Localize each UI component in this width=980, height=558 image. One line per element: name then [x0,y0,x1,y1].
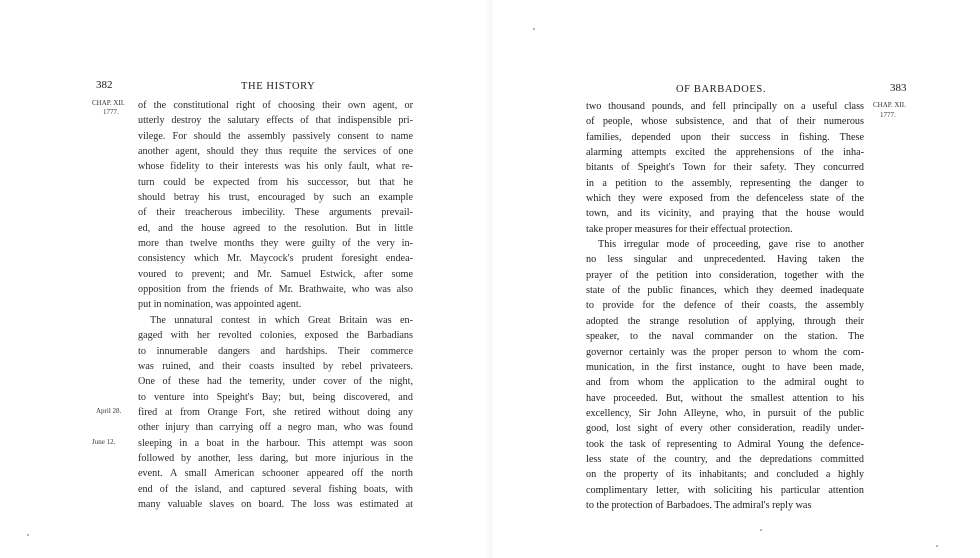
text-line: to venture into Speight's Bay; but, being discovered, and [138,391,413,403]
text-line: alarming attempts excited the apprehensions of the inha- [586,147,864,159]
text-line: less state of the country, and the depredations committed [586,453,864,465]
text-line: complimentary letter, with soliciting his particular attention [586,484,864,496]
text-line: munication, in the first instance, ought to have been made, [586,361,864,373]
text-line: utterly destroy the salutary effects of that indispensible pri- [138,115,413,127]
text-line: prayer of the petition into consideration, together with the [586,269,864,281]
text-line: voured to prevent; and Mr. Samuel Estwick, after some [138,268,413,280]
text-line: The unnatural contest in which Great Britain was en- [150,314,413,326]
text-line: have proceeded. But, without the smallest attention to his [586,392,864,404]
text-line: fired at from Orange Fort, she retired without doing any [138,406,413,418]
text-line: bitants of Speight's Town for their safety. They concurred [586,162,864,174]
text-line: adopted the strange resolution of applying, through their [586,315,864,327]
text-line: more than twelve months they were guilty of the very in- [138,238,413,250]
text-line: consistency which Mr. Maycock's prudent foresight endea- [138,253,413,265]
left-marginal-date-june: June 12. [92,438,116,446]
paper-speck [533,28,535,30]
right-running-head: OF BARBADOES. [676,84,767,95]
text-line: speaker, to the naval commander on the station. The [586,331,864,343]
right-body-text [586,99,864,513]
text-line: families, depended upon their success in fishing. These [586,131,864,143]
text-line: vilege. For should the assembly passively consent to name [138,130,413,142]
right-page-number: 383 [890,82,907,94]
text-line: sleeping in a boat in the harbour. This attempt was soon [138,437,413,449]
left-marginal-chapter: CHAP. XII. [92,99,125,107]
text-line: take proper measures for their effectual protection. [586,223,793,235]
text-line: ed, and the house agreed to the resolution. But in little [138,222,413,234]
text-line: and from whom the application to the admiral ought to [586,377,864,389]
text-line: on the property of its inhabitants; and concluded a highly [586,469,864,481]
text-line: took the task of representing to Admiral Young the defence- [586,438,864,450]
text-line: to provide for the defence of their coasts, the assembly [586,300,864,312]
text-line: to innumerable dangers and hardships. Their commerce [138,345,413,357]
text-line: in a petition to the assembly, representing the danger to [586,177,864,189]
paper-speck [760,529,762,531]
right-page [490,0,980,558]
text-line: whose fidelity to their interests was his only fault, what re- [138,161,413,173]
right-marginal-chapter: CHAP. XII. [873,101,906,109]
text-line: put in nomination, was appointed agent. [138,299,302,311]
text-line: should betray his trust, encouraged by such an example [138,192,413,204]
text-line: was ruined, and their coasts insulted by rebel privateers. [138,360,413,372]
text-line: good, lost sight of every other consideration, readily under- [586,423,864,435]
text-line: other injury than carrying off a negro man, who was found [138,422,413,434]
text-line: no less singular and unprecedented. Having taken the [586,254,864,266]
text-line: One of these had the temerity, under cover of the night, [138,376,413,388]
text-line: governor certainly was the proper person to whom the com- [586,346,864,358]
text-line: of people, whose subsistence, and that of their numerous [586,116,864,128]
text-line: This irregular mode of proceeding, gave rise to another [598,239,864,251]
text-line: town, and its vicinity, and praying that the house would [586,208,864,220]
text-line: to the protection of Barbadoes. The admiral's reply was [586,499,812,511]
text-line: which they were exposed from the defenceless state of the [586,193,864,205]
text-line: gaged with her revolted colonies, exposed the Barbadians [138,330,413,342]
text-line: excellency, Sir John Alleyne, who, in pursuit of the public [586,407,864,419]
text-line: another agent, should they thus requite the services of one [138,146,413,158]
text-line: of the constitutional right of choosing their own agent, or [138,100,413,111]
text-line: state of the public finances, which they deemed inadequate [586,285,864,297]
left-body-text [138,98,413,512]
left-marginal-year: 1777. [103,108,119,116]
paper-speck [27,534,29,536]
right-marginal-year: 1777. [880,111,896,119]
text-line: many valuable slaves on board. The loss was estimated at [138,498,413,510]
paper-speck [936,545,938,547]
left-running-head: THE HISTORY [241,81,316,92]
left-page-number: 382 [96,79,113,91]
text-line: two thousand pounds, and fell principally on a useful class [586,101,864,112]
text-line: end of the island, and captured several fishing boats, with [138,483,413,495]
text-line: of their treacherous imbecility. These arguments prevail- [138,207,413,219]
left-marginal-date-april: April 28. [96,407,122,415]
text-line: event. A small American schooner appeared off the north [138,468,413,480]
text-line: opposition from the friends of Mr. Brathwaite, who was also [138,284,413,296]
text-line: turn could be expected from his successor, but that he [138,176,413,188]
text-line: followed by another, less daring, but more injurious in the [138,452,413,464]
